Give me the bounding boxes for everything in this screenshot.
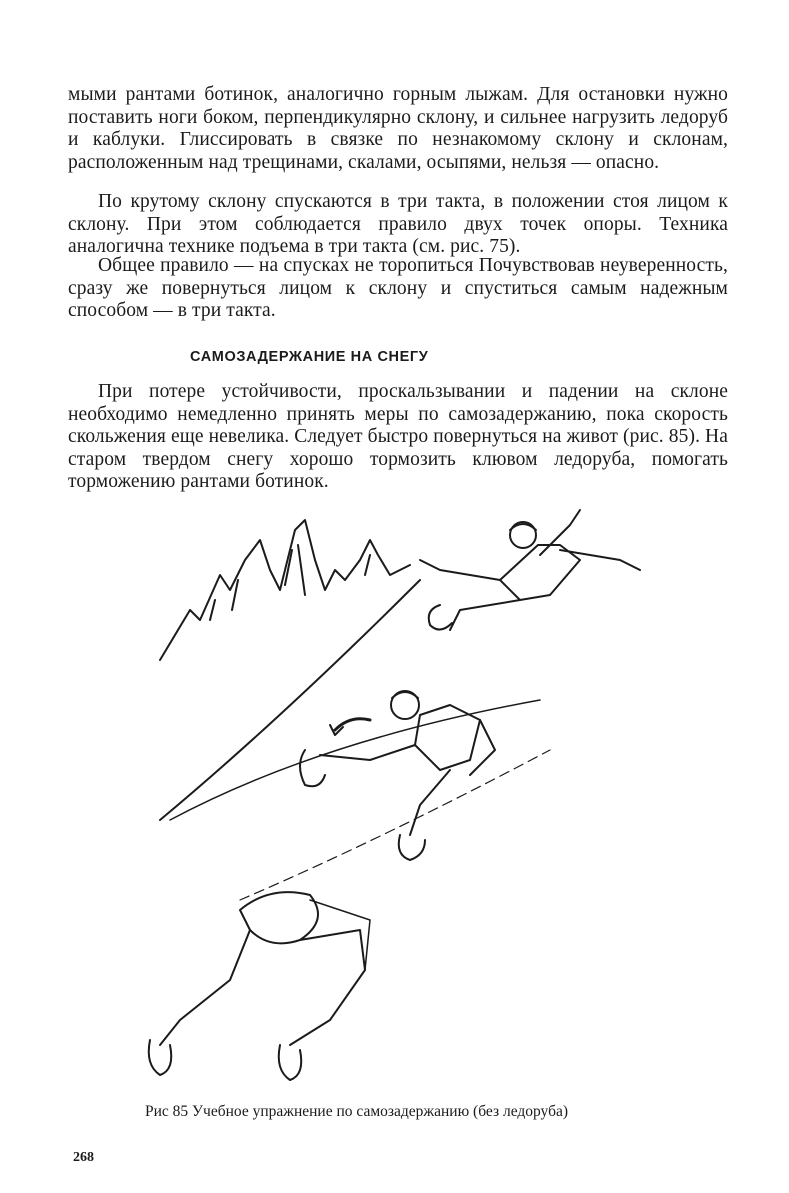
slope-line-lower [240,750,550,900]
paragraph-steep-descent [68,191,728,259]
paragraph-glissading [68,84,728,174]
climber-on-stomach [149,892,370,1080]
figure-caption: Рис 85 Учебное упражнение по самозадержанию (без ледоруба) [145,1103,569,1120]
paragraph-general-rule [68,255,728,323]
mountain-peaks [160,520,410,660]
paragraph-text: По крутому склону спускаются в три такта, в положении стоя лицом к склону. При этом соблюдается правило двух точек опоры. Техника аналогична технике подъема в три такта (см. рис. 75). [68,191,728,257]
page-number: 268 [73,1150,94,1165]
paragraph-text: мыми рантами ботинок, аналогично горным лыжам. Для остановки нужно поставить ноги боком, перпендикулярно склону, и сильнее нагрузить ледоруб и каблуки. Глиссировать в связке по незнакомому склону и склонам, расположенным над трещинами, скалами, осыпями, нельзя — опасно. [68,84,728,173]
self-arrest-drawing [120,500,680,1100]
paragraph-text: Общее правило — на спусках не торопиться Почувствовав неуверенность, сразу же повернуться лицом к склону и спуститься самым надежным способом — в три такта. [68,255,728,321]
climber-rolling-over [300,691,495,860]
paragraph-text: При потере устойчивости, проскальзывании и падении на склоне необходимо немедленно принять меры по самозадержанию, пока скорость скольжения еще невелика. Следует быстро повернуться на живот (рис. 85). На старом твердом снегу хорошо тормозить клювом ледоруба, помогать торможению рантами ботинок. [68,381,728,492]
section-heading: САМОЗАДЕРЖАНИЕ НА СНЕГУ [190,349,429,365]
slope-line-upper [160,580,420,820]
paragraph-self-arrest [68,381,728,494]
climber-sliding-on-back [420,510,640,630]
figure-self-arrest-illustration [120,500,680,1100]
